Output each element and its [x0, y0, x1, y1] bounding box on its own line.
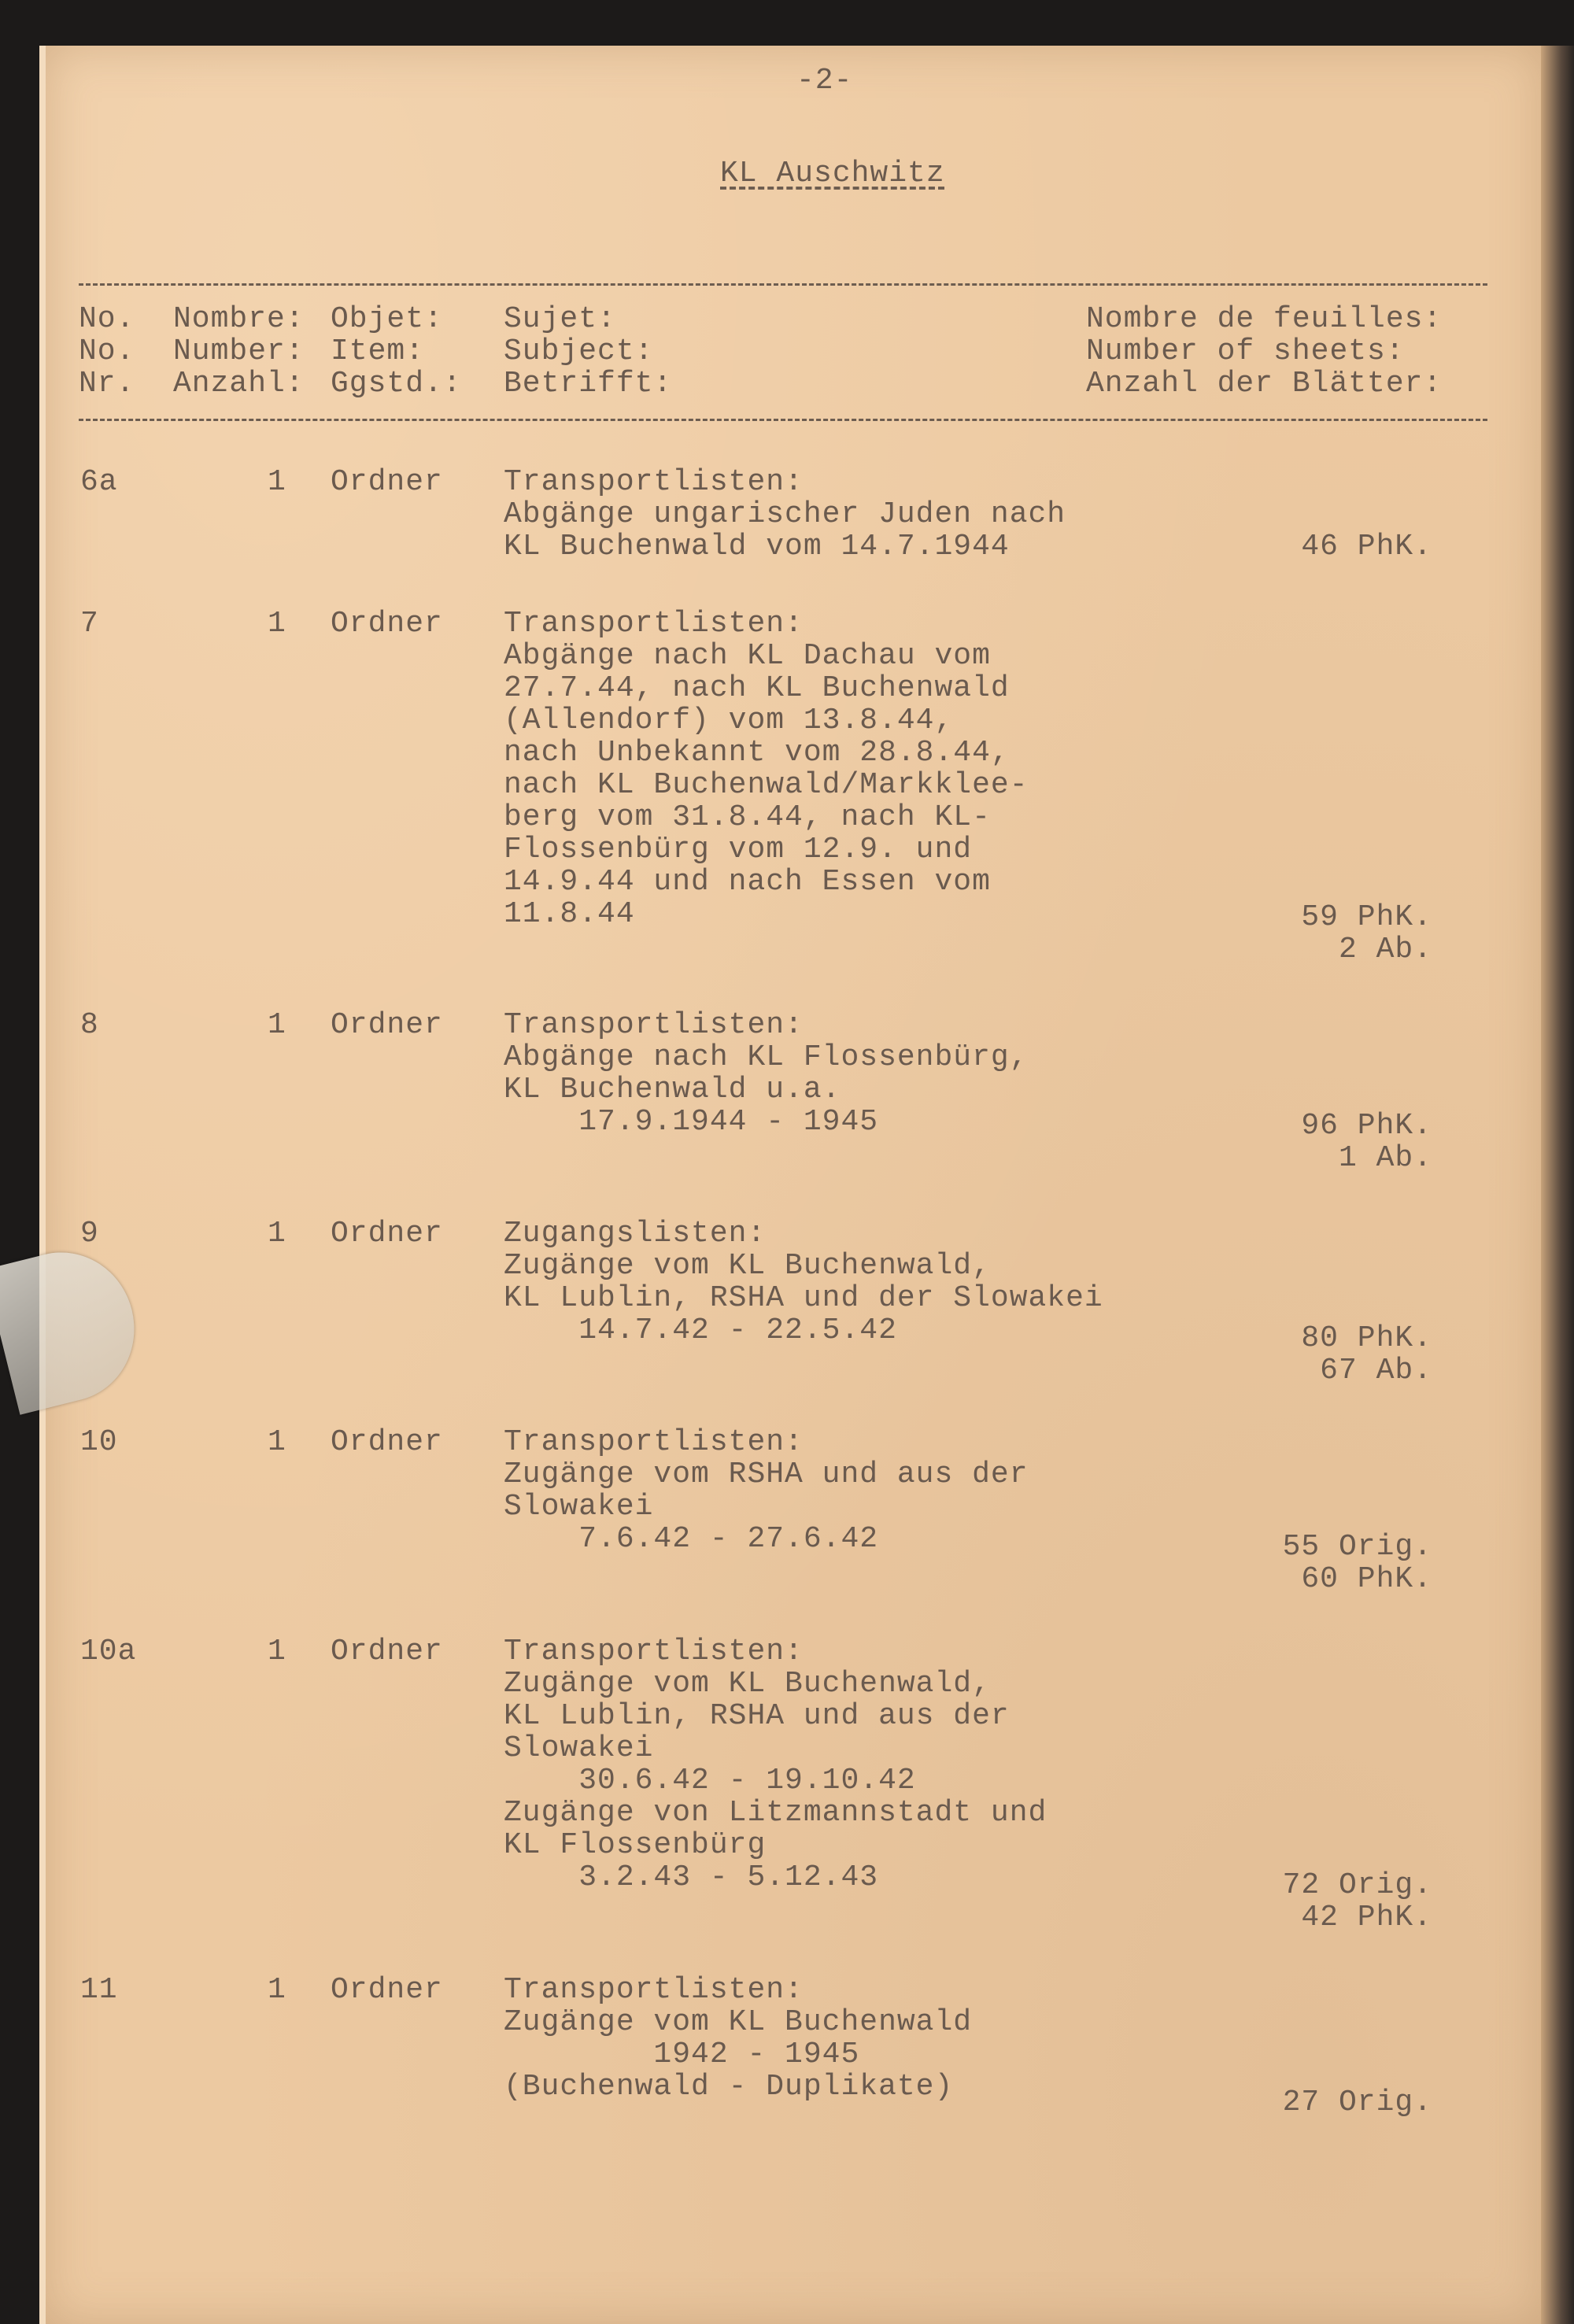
entry-count: 1	[268, 1973, 286, 2007]
entry-subject: Transportlisten: Abgänge nach KL Flossenbürg, KL Buchenwald u.a. 17.9.1944 - 1945	[504, 1008, 1029, 1139]
entry-no: 9	[80, 1217, 99, 1251]
entry-no: 7	[80, 607, 99, 641]
header-top-rule	[79, 283, 1487, 286]
entry-item: Ordner	[331, 1635, 443, 1668]
entry-count: 1	[268, 1425, 286, 1459]
entry-item: Ordner	[331, 1008, 443, 1042]
document-title: KL Auschwitz	[720, 157, 945, 190]
entry-sheets: 27 Orig.	[1282, 2086, 1432, 2119]
header-item: Objet: Item: Ggstd.:	[331, 302, 462, 401]
entry-item: Ordner	[331, 1425, 443, 1459]
entry-count: 1	[268, 465, 286, 499]
header-no: No. No. Nr.	[79, 302, 135, 401]
header-sheets: Nombre de feuilles: Number of sheets: Anzahl der Blätter:	[1086, 302, 1443, 401]
entry-subject: Transportlisten: Zugänge vom RSHA und aus der Slowakei 7.6.42 - 27.6.42	[504, 1425, 1029, 1556]
entry-subject: Transportlisten: Zugänge vom KL Buchenwald 1942 - 1945 (Buchenwald - Duplikate)	[504, 1973, 973, 2104]
entry-count: 1	[268, 1217, 286, 1251]
entry-sheets: 46 PhK.	[1301, 530, 1432, 563]
entry-subject: Transportlisten: Abgänge nach KL Dachau vom 27.7.44, nach KL Buchenwald (Allendorf) vom 13.8.44, nach Unbekannt vom 28.8.44, nach KL Buchenwald/Markklee- berg vom 31.8.44, nach KL- Flossenbürg vom 12.9. und 14.9.44 und nach Essen vom 11.8.44	[504, 607, 1029, 931]
entry-no: 10a	[80, 1635, 137, 1668]
entry-subject: Transportlisten: Abgänge ungarischer Juden nach KL Buchenwald vom 14.7.1944	[504, 465, 1066, 563]
header-bottom-rule	[79, 419, 1487, 421]
paper-right-edge	[1541, 46, 1574, 2324]
entry-count: 1	[268, 1008, 286, 1042]
entry-item: Ordner	[331, 1973, 443, 2007]
entry-sheets: 59 PhK. 2 Ab.	[1301, 900, 1432, 966]
entry-item: Ordner	[331, 1217, 443, 1251]
entry-no: 8	[80, 1008, 99, 1042]
entry-no: 6a	[80, 465, 118, 499]
entry-item: Ordner	[331, 607, 443, 641]
header-number: Nombre: Number: Anzahl:	[173, 302, 305, 401]
entry-count: 1	[268, 607, 286, 641]
entry-sheets: 96 PhK. 1 Ab.	[1301, 1109, 1432, 1175]
entry-subject: Zugangslisten: Zugänge vom KL Buchenwald, KL Lublin, RSHA und der Slowakei 14.7.42 - 22.5.42	[504, 1217, 1103, 1347]
entry-sheets: 55 Orig. 60 PhK.	[1282, 1530, 1432, 1596]
entry-count: 1	[268, 1635, 286, 1668]
entry-sheets: 72 Orig. 42 PhK.	[1282, 1868, 1432, 1934]
entry-no: 10	[80, 1425, 118, 1459]
header-subject: Sujet: Subject: Betrifft:	[504, 302, 673, 401]
entry-subject: Transportlisten: Zugänge vom KL Buchenwald, KL Lublin, RSHA und aus der Slowakei 30.6.42 - 19.10.42 Zugänge von Litzmannstadt und KL Flossenbürg 3.2.43 - 5.12.43	[504, 1635, 1047, 1894]
entry-item: Ordner	[331, 465, 443, 499]
entry-no: 11	[80, 1973, 118, 2007]
entry-sheets: 80 PhK. 67 Ab.	[1301, 1321, 1432, 1387]
page-number: -2-	[796, 64, 853, 98]
